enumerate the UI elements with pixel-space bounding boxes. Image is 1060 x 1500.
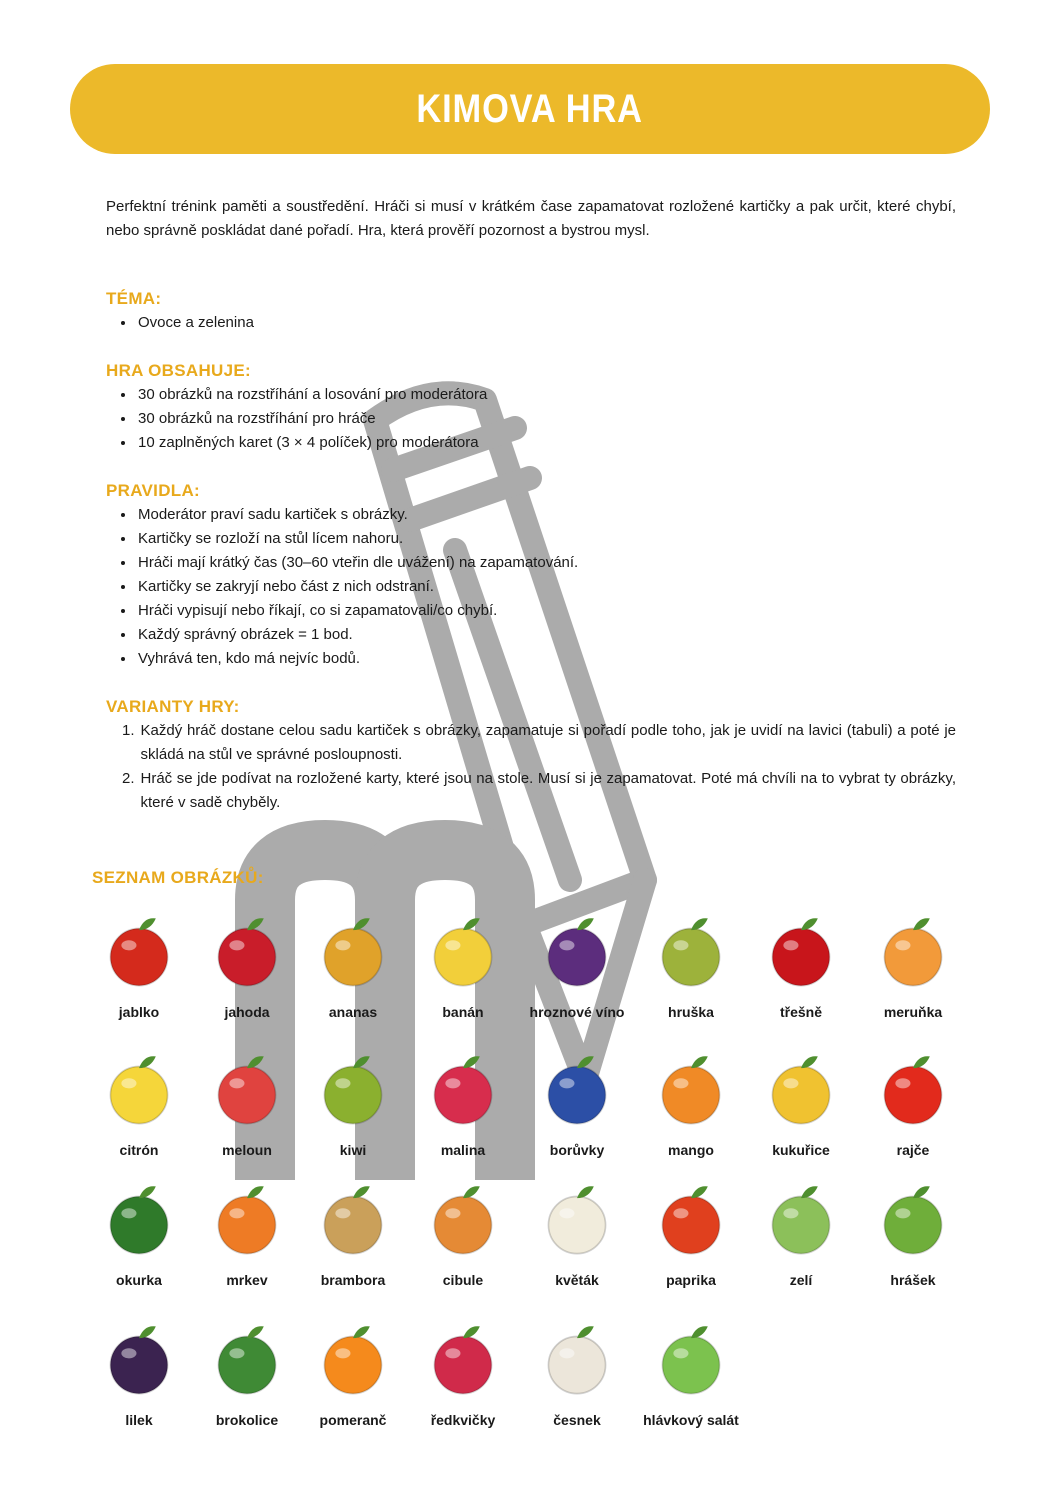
picture-card [858, 1048, 968, 1158]
picture-label: brambora [320, 1272, 386, 1288]
item-text: Hráč se jde podívat na rozložené karty, které jsou na stole. Musí si je zapamatovat. Poté má chvíli na to vybrat ty obrázky, které v sadě chyběly. [140, 770, 956, 811]
varianty-heading: VARIANTY HRY: [106, 697, 240, 716]
picture-card [746, 1178, 856, 1288]
grapes-icon [535, 910, 619, 994]
picture-label: meloun [222, 1142, 272, 1158]
lemon-icon [97, 1048, 181, 1132]
picture-label: hroznové víno [529, 1004, 625, 1020]
apricot-icon [871, 910, 955, 994]
pear-icon [649, 910, 733, 994]
picture-label: banán [442, 1004, 484, 1020]
cauliflower-icon [535, 1178, 619, 1262]
picture-card [522, 1178, 632, 1288]
item-number: 1. [122, 722, 135, 739]
picture-card [192, 910, 302, 1020]
list-item: • 30 obrázků na rozstříhání a losování pro moderátora [136, 383, 956, 407]
obsah-section [106, 359, 956, 455]
picture-label: kukuřice [772, 1142, 830, 1158]
list-item [122, 719, 956, 767]
list-item: • Hráči vypisují nebo říkají, co si zapamatovali/co chybí. [136, 599, 956, 623]
picture-card [522, 1048, 632, 1158]
list-item: • Kartičky se rozloží na stůl lícem nahoru. [136, 527, 956, 551]
list-item: • 30 obrázků na rozstříhání pro hráče [136, 407, 956, 431]
apple-icon [97, 910, 181, 994]
picture-card [192, 1048, 302, 1158]
pineapple-icon [311, 910, 395, 994]
orange-icon [311, 1318, 395, 1402]
list-item [122, 767, 956, 815]
picture-label: ananas [328, 1004, 378, 1020]
picture-card [636, 1318, 746, 1428]
picture-label: jahoda [224, 1004, 270, 1020]
picture-card [192, 1318, 302, 1428]
picture-card [522, 910, 632, 1020]
strawberry-icon [205, 910, 289, 994]
raspberry-icon [421, 1048, 505, 1132]
picture-label: květák [555, 1272, 599, 1288]
picture-label: meruňka [883, 1004, 943, 1020]
obsah-heading: HRA OBSAHUJE: [106, 361, 251, 380]
picture-label: lilek [125, 1412, 153, 1428]
list-item: • 10 zaplněných karet (3 × 4 políček) pro moderátora [136, 431, 956, 455]
picture-label: kiwi [339, 1142, 367, 1158]
picture-card [746, 910, 856, 1020]
picture-card [192, 1178, 302, 1288]
picture-label: hrášek [890, 1272, 936, 1288]
picture-label: mrkev [226, 1272, 268, 1288]
lettuce-icon [649, 1318, 733, 1402]
picture-label: pomeranč [319, 1412, 387, 1428]
picture-card [408, 1178, 518, 1288]
rules-content [106, 195, 956, 815]
peas-icon [871, 1178, 955, 1262]
picture-label: okurka [116, 1272, 162, 1288]
title-banner [70, 64, 990, 154]
banana-icon [421, 910, 505, 994]
cabbage-icon [759, 1178, 843, 1262]
blueberries-icon [535, 1048, 619, 1132]
picture-card [298, 910, 408, 1020]
picture-card [858, 1178, 968, 1288]
picture-card [636, 1048, 746, 1158]
picture-label: jablko [118, 1004, 160, 1020]
picture-card [746, 1048, 856, 1158]
cherries-icon [759, 910, 843, 994]
carrot-icon [205, 1178, 289, 1262]
list-item: • Vyhrává ten, kdo má nejvíc bodů. [136, 647, 956, 671]
picture-card [522, 1318, 632, 1428]
list-item: • Kartičky se zakryjí nebo část z nich odstraní. [136, 575, 956, 599]
corn-icon [759, 1048, 843, 1132]
intro-text: Perfektní trénink paměti a soustředění. Hráči si musí v krátkém čase zapamatovat rozložené kartičky a pak určit, které chybí, nebo správně poskládat dané pořadí. Hra, která prověří pozornost a bystrou mysl. [106, 198, 956, 239]
picture-label: rajče [896, 1142, 930, 1158]
varianty-section [106, 695, 956, 815]
picture-card [84, 1318, 194, 1428]
picture-card [84, 1178, 194, 1288]
picture-label: cibule [442, 1272, 484, 1288]
picture-card [408, 1318, 518, 1428]
garlic-icon [535, 1318, 619, 1402]
eggplant-icon [97, 1318, 181, 1402]
picture-label: ředkvičky [430, 1412, 496, 1428]
picture-card [298, 1178, 408, 1288]
picture-card [408, 910, 518, 1020]
pepper-icon [649, 1178, 733, 1262]
onion-icon [421, 1178, 505, 1262]
pravidla-section [106, 479, 956, 671]
radish-icon [421, 1318, 505, 1402]
picture-label: mango [668, 1142, 714, 1158]
picture-card [298, 1318, 408, 1428]
picture-card [858, 910, 968, 1020]
potato-icon [311, 1178, 395, 1262]
kiwi-icon [311, 1048, 395, 1132]
picture-label: třešně [779, 1004, 823, 1020]
list-item: • Každý správný obrázek = 1 bod. [136, 623, 956, 647]
item-number: 2. [122, 770, 135, 787]
picture-label: česnek [553, 1412, 601, 1428]
picture-card [636, 1178, 746, 1288]
tema-heading: TÉMA: [106, 289, 162, 308]
tema-section [106, 287, 956, 335]
list-item: • Ovoce a zelenina [136, 311, 956, 335]
picture-card [298, 1048, 408, 1158]
picture-label: citrón [119, 1142, 159, 1158]
page-title: KIMOVA HRA [416, 86, 644, 131]
picture-card [84, 910, 194, 1020]
picture-label: hlávkový salát [643, 1412, 739, 1428]
pravidla-heading: PRAVIDLA: [106, 481, 200, 500]
watermelon-icon [205, 1048, 289, 1132]
list-item: • Hráči mají krátký čas (30–60 vteřin dle uvážení) na zapamatování. [136, 551, 956, 575]
picture-label: brokolice [215, 1412, 279, 1428]
picture-label: zelí [789, 1272, 813, 1288]
tomato-icon [871, 1048, 955, 1132]
cucumber-icon [97, 1178, 181, 1262]
mango-icon [649, 1048, 733, 1132]
picture-card [408, 1048, 518, 1158]
picture-label: hruška [668, 1004, 714, 1020]
list-item: • Moderátor praví sadu kartiček s obrázky. [136, 503, 956, 527]
broccoli-icon [205, 1318, 289, 1402]
picture-label: malina [440, 1142, 486, 1158]
pictures-heading: SEZNAM OBRÁZKŮ: [92, 868, 264, 887]
picture-label: borůvky [549, 1142, 605, 1158]
picture-card [84, 1048, 194, 1158]
picture-card [636, 910, 746, 1020]
picture-label: paprika [666, 1272, 716, 1288]
item-text: Každý hráč dostane celou sadu kartiček s obrázky, zapamatuje si pořadí podle toho, jak je uvidí na lavici (tabuli) a poté je skládá na stůl ve správné posloupnosti. [140, 722, 956, 763]
